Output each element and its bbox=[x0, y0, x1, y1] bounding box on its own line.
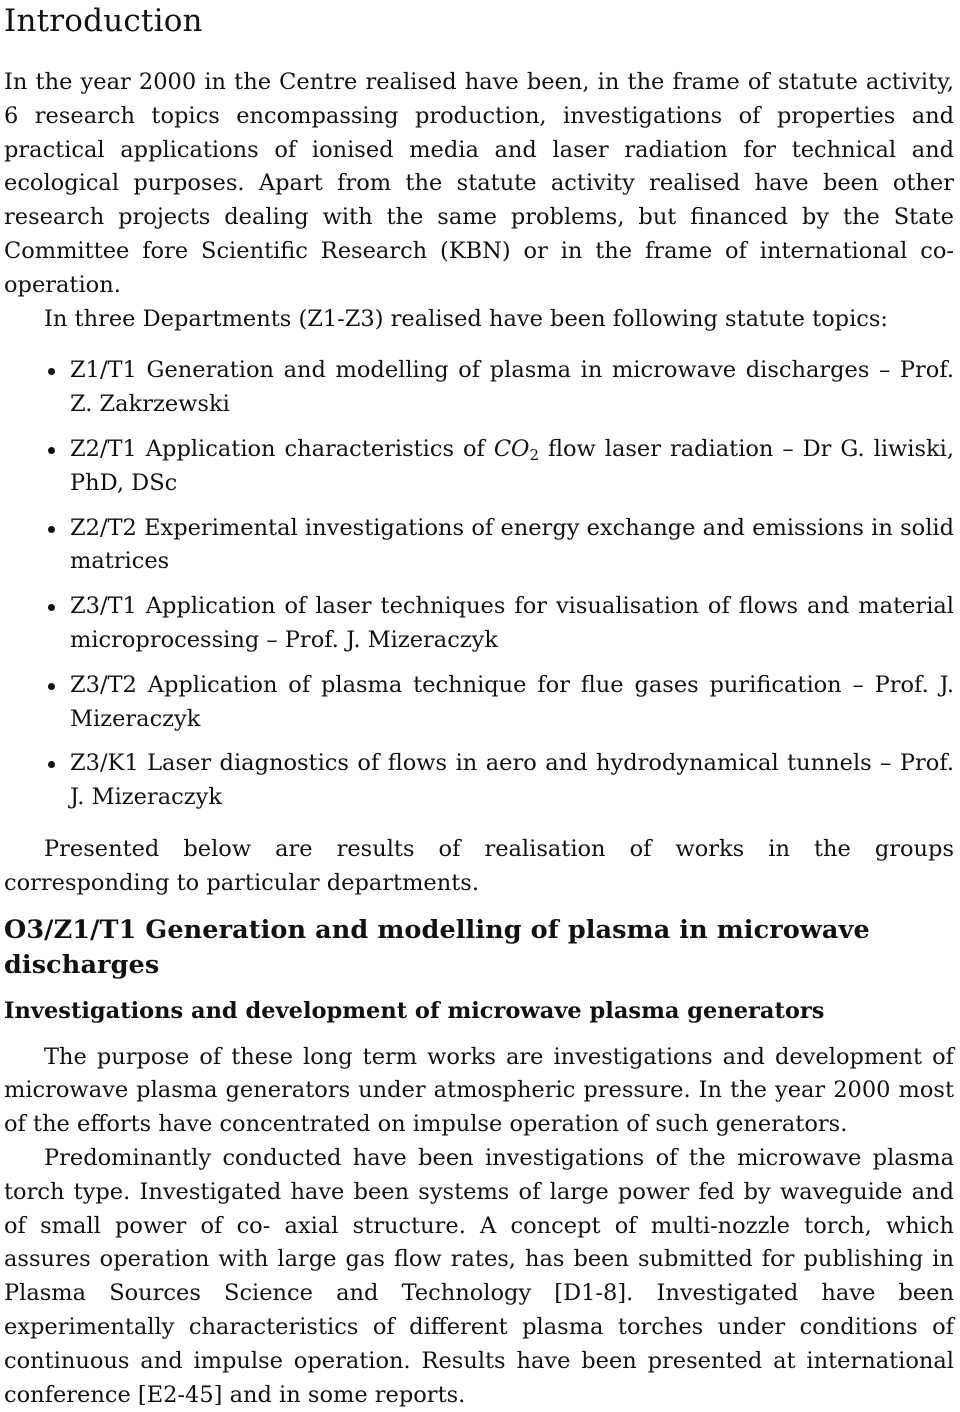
topic-text-post: flow laser radiation – Dr G. liwiski, PhD, DSc bbox=[70, 435, 955, 496]
intro-paragraph-1: In the year 2000 in the Centre realised have been, in the frame of statute activity, 6 research topics encompassing production, investigations of properties and practical applications of ionised media and laser radiation for technical and ecological purposes. Apart from the statute activity realised have been other research projects dealing with the same problems, but financed by the State Committee fore Scientific Research (KBN) or in the frame of international co-operation. bbox=[4, 69, 954, 298]
list-item bbox=[4, 669, 954, 737]
topic-text: Z3/T1 Application of laser techniques for visualisation of flows and material microprocessing – Prof. J. Mizeraczyk bbox=[70, 593, 954, 653]
section-heading: O3/Z1/T1 Generation and modelling of plasma in microwave discharges bbox=[4, 914, 870, 980]
statute-topics-list bbox=[4, 354, 954, 815]
intro-paragraph-2: In three Departments (Z1-Z3) realised have been following statute topics: bbox=[44, 305, 888, 332]
topic-text-pre: Z2/T1 Application characteristics of bbox=[70, 435, 494, 462]
co2-subscript: 2 bbox=[529, 445, 540, 464]
bullet-icon bbox=[48, 447, 55, 454]
bullet-icon bbox=[48, 368, 55, 375]
list-item bbox=[4, 354, 954, 422]
co2-formula: CO bbox=[493, 435, 530, 462]
topic-text: Z1/T1 Generation and modelling of plasma in microwave discharges – Prof. Z. Zakrzewski bbox=[70, 357, 954, 418]
bullet-icon bbox=[48, 526, 55, 533]
list-item bbox=[4, 512, 954, 580]
bullet-icon bbox=[48, 683, 55, 690]
list-item bbox=[4, 433, 954, 501]
subsection-heading: Investigations and development of microwave plasma generators bbox=[4, 997, 825, 1024]
list-item bbox=[4, 590, 954, 658]
list-item bbox=[4, 747, 954, 815]
section-paragraph-1: The purpose of these long term works are investigations and development of microwave plasma generators under atmospheric pressure. In the year 2000 most of the efforts have concentrated on impulse operation of such generators. bbox=[4, 1043, 954, 1138]
section-paragraph-2: Predominantly conducted have been investigations of the microwave plasma torch type. Investigated have been systems of large power fed by waveguide and of small power of co- axial structure. A concept of multi-nozzle torch, which assures operation with large gas flow rates, has been submitted for publishing in Plasma Sources Science and Technology [D1-8]. Investigated have been experimentally characteristics of different plasma torches under conditions of continuous and impulse operation. Results have been presented at international conference [E2-45] and in some reports. bbox=[4, 1144, 954, 1408]
topic-text: Z3/T2 Application of plasma technique for flue gases purification – Prof. J. Mizeraczyk bbox=[70, 671, 954, 732]
bullet-icon bbox=[48, 604, 55, 611]
topic-text: Z2/T2 Experimental investigations of energy exchange and emissions in solid matrices bbox=[70, 514, 954, 575]
bullet-icon bbox=[48, 761, 55, 768]
topic-text: Z3/K1 Laser diagnostics of flows in aero and hydrodynamical tunnels – Prof. J. Mizeraczyk bbox=[70, 750, 954, 811]
introduction-heading: Introduction bbox=[4, 3, 203, 39]
intro-paragraph-3: Presented below are results of realisation of works in the groups corresponding to particular departments. bbox=[4, 835, 954, 896]
